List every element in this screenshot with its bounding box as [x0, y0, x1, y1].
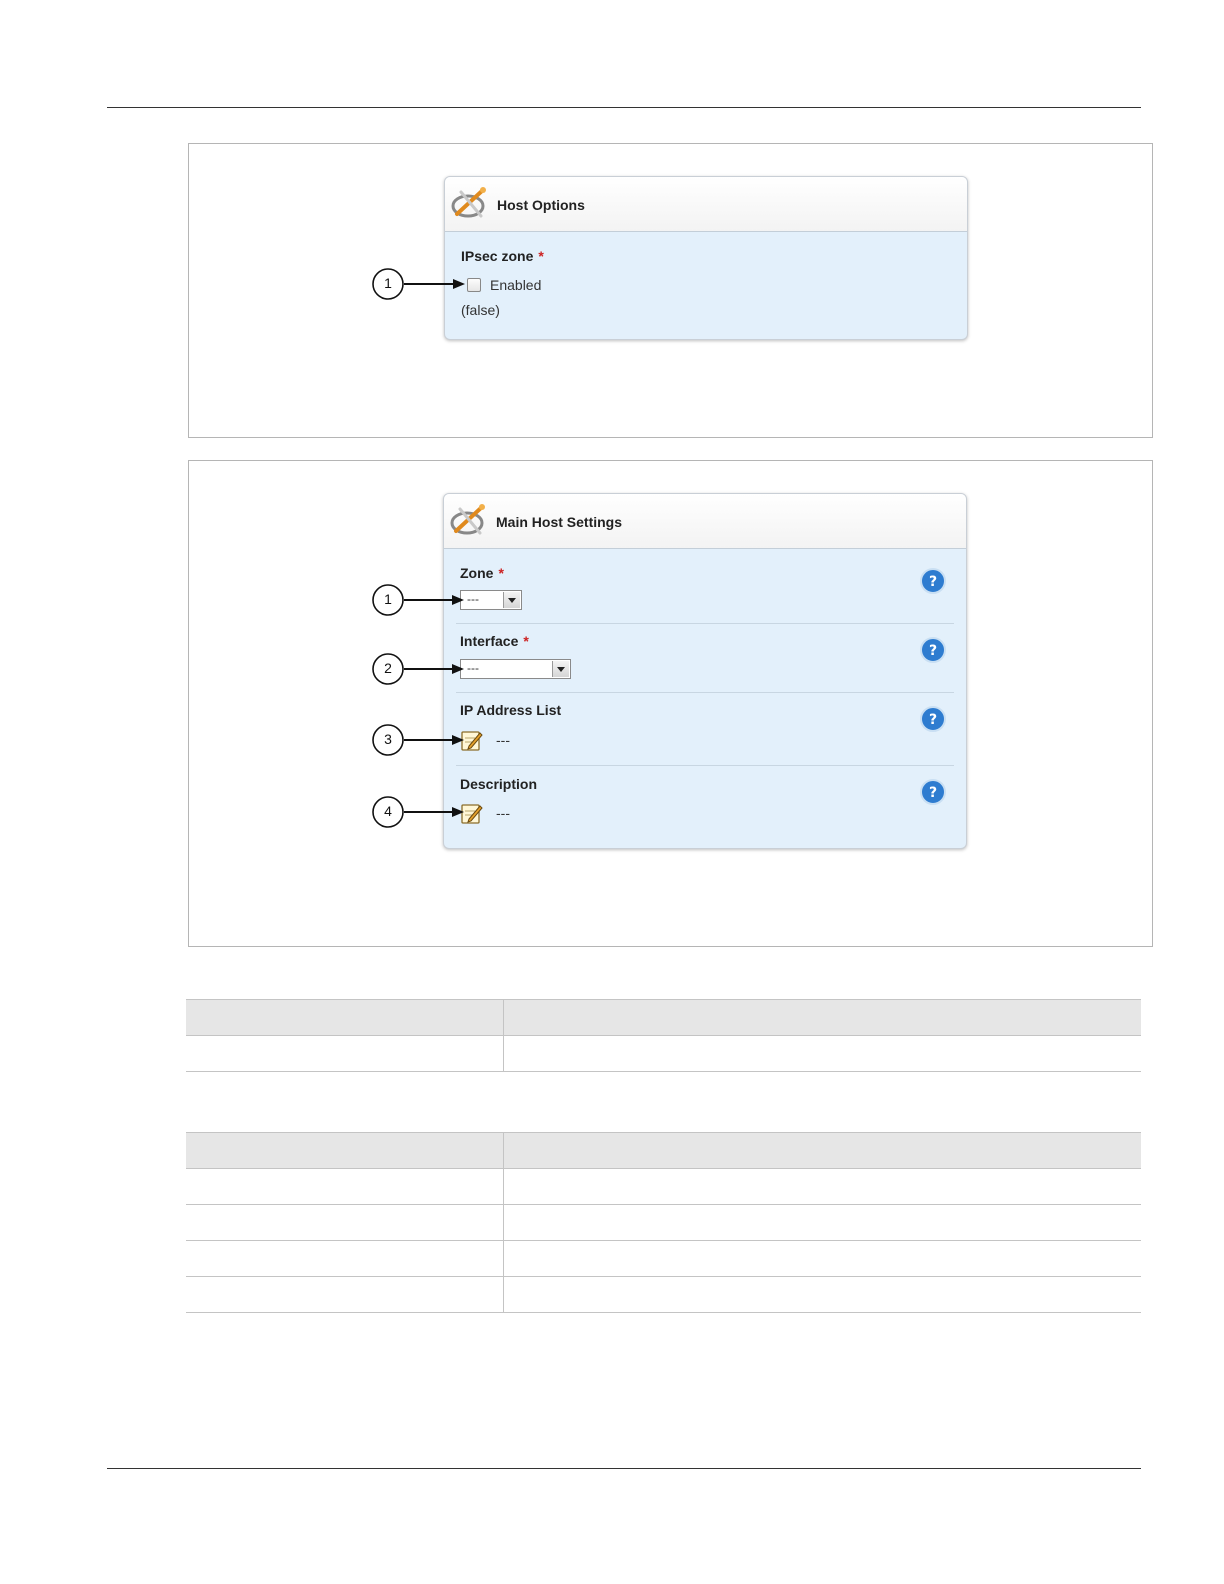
callout-number: 3 [384, 731, 392, 747]
svg-text:?: ? [928, 785, 938, 801]
figure-host-options [188, 143, 1153, 438]
description-value: --- [496, 805, 510, 821]
table-header-cell [186, 1133, 504, 1169]
table-row [186, 1241, 1141, 1277]
field-separator [456, 692, 954, 693]
host-tools-icon [451, 184, 489, 222]
callout-number: 1 [384, 591, 392, 607]
callout-table-1 [186, 999, 1141, 1072]
callout-arrowhead [452, 807, 464, 817]
table-header-cell [504, 1000, 1142, 1036]
table-cell [504, 1169, 1142, 1205]
table-header-row [186, 1133, 1141, 1169]
panel-title: Host Options [497, 197, 585, 213]
table-header-cell [186, 1000, 504, 1036]
callout-number: 2 [384, 660, 392, 676]
interface-select[interactable] [460, 659, 571, 679]
chevron-down-icon[interactable] [552, 661, 569, 677]
ip-address-list-label: IP Address List [460, 702, 562, 718]
interface-label-text: Interface [460, 633, 519, 649]
panel-header [444, 494, 966, 549]
field-separator [456, 623, 954, 624]
main-host-settings-panel [443, 493, 967, 849]
callout-arrow [404, 668, 454, 670]
panel-title: Main Host Settings [496, 514, 623, 530]
table-row [186, 1205, 1141, 1241]
ipsec-zone-label-text: IPsec zone [461, 248, 534, 264]
callout-number: 4 [384, 803, 392, 819]
ipsec-zone-label [461, 248, 544, 264]
table-row [186, 1169, 1141, 1205]
table-cell [186, 1241, 504, 1277]
callout-number: 1 [384, 275, 392, 291]
zone-label [460, 565, 504, 581]
callout-table-2 [186, 1132, 1141, 1313]
callout-arrowhead [452, 664, 464, 674]
header-rule [107, 107, 1141, 108]
interface-select-value: --- [467, 661, 479, 675]
table-cell [186, 1036, 504, 1072]
callout-arrow [404, 599, 454, 601]
zone-select-value: --- [467, 592, 479, 606]
figure-main-host-settings [188, 460, 1153, 947]
zone-select[interactable] [460, 590, 522, 610]
table-cell [504, 1241, 1142, 1277]
table-row [186, 1036, 1141, 1072]
ip-address-list-value: --- [496, 732, 510, 748]
svg-text:?: ? [928, 643, 938, 659]
table-cell [504, 1036, 1142, 1072]
callout-arrowhead [452, 735, 464, 745]
current-value: (false) [461, 302, 500, 318]
enabled-checkbox-label: Enabled [490, 277, 542, 293]
help-question-icon[interactable] [920, 637, 946, 663]
required-mark: * [538, 248, 544, 264]
svg-text:?: ? [928, 712, 938, 728]
description-label: Description [460, 776, 538, 792]
table-row [186, 1277, 1141, 1313]
help-question-icon[interactable] [920, 568, 946, 594]
table-header-row [186, 1000, 1141, 1036]
table-header-cell [504, 1133, 1142, 1169]
required-mark: * [498, 565, 504, 581]
callout-arrowhead [452, 595, 464, 605]
table-cell [186, 1169, 504, 1205]
table-cell [504, 1205, 1142, 1241]
host-tools-icon [450, 501, 488, 539]
panel-header [445, 177, 967, 232]
zone-label-text: Zone [460, 565, 494, 581]
callout-arrow [404, 283, 454, 285]
table-cell [186, 1277, 504, 1313]
footer-rule [107, 1468, 1141, 1469]
field-separator [456, 765, 954, 766]
callout-arrow [404, 811, 454, 813]
ipsec-zone-enabled-checkbox[interactable] [467, 278, 481, 292]
interface-label [460, 633, 529, 649]
callout-arrowhead [453, 279, 465, 289]
host-options-panel [444, 176, 968, 340]
required-mark: * [523, 633, 529, 649]
table-cell [186, 1205, 504, 1241]
chevron-down-icon[interactable] [503, 592, 520, 608]
table-cell [504, 1277, 1142, 1313]
help-question-icon[interactable] [920, 779, 946, 805]
help-question-icon[interactable] [920, 706, 946, 732]
svg-text:?: ? [928, 574, 938, 590]
callout-arrow [404, 739, 454, 741]
